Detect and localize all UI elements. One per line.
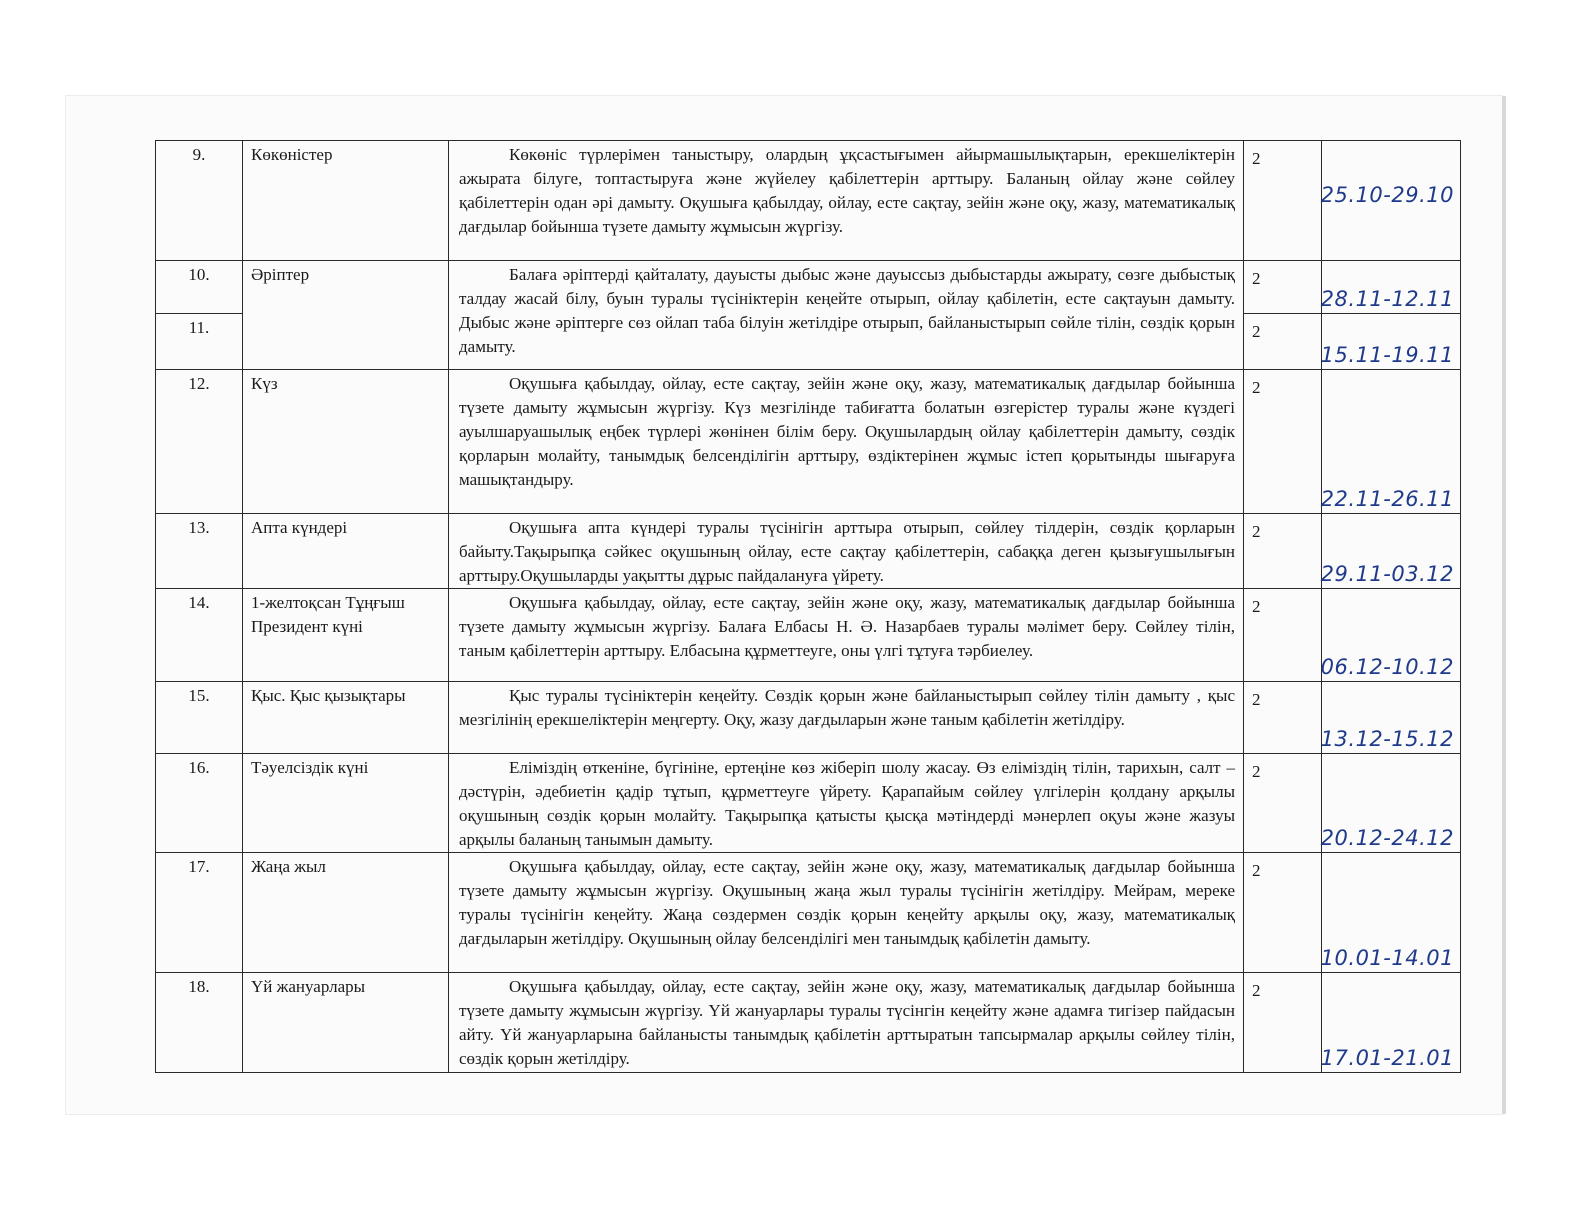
row-hours: 2 <box>1244 682 1322 754</box>
handwritten-date: 20.12-24.12 <box>1320 826 1454 850</box>
row-date <box>1322 853 1461 973</box>
handwritten-date: 25.10-29.10 <box>1320 183 1454 207</box>
lesson-plan-table <box>155 140 1461 1073</box>
handwritten-date: 22.11-26.11 <box>1320 487 1454 511</box>
table-row <box>156 973 1461 1073</box>
row-hours: 2 <box>1244 514 1322 589</box>
row-topic: Қыс. Қыс қызықтары <box>243 682 449 754</box>
handwritten-date: 17.01-21.01 <box>1320 1046 1454 1070</box>
row-topic: Әріптер <box>243 261 449 370</box>
row-hours: 2 <box>1244 853 1322 973</box>
row-number: 11. <box>156 314 243 370</box>
row-description: Балаға әріптерді қайталату, дауысты дыбыс және дауыссыз дыбыстарды ажырату, сөзге дыбыстық талдау жасай білу, буын туралы түсініктерін кеңейте отырып, ойлау қабілетін, есте сақтауын дамыту. Дыбыс және әріптерге сөз ойлап таба білуін жетілдіре отырып, байланыстырып сөйле тілін, сөздік қорын дамыту. <box>449 261 1244 370</box>
row-number: 16. <box>156 754 243 853</box>
row-number: 9. <box>156 141 243 261</box>
handwritten-date: 15.11-19.11 <box>1320 343 1454 367</box>
row-topic: Жаңа жыл <box>243 853 449 973</box>
row-date <box>1322 314 1461 370</box>
row-date <box>1322 370 1461 514</box>
row-date <box>1322 589 1461 682</box>
row-hours: 2 <box>1244 141 1322 261</box>
row-date <box>1322 754 1461 853</box>
row-number: 14. <box>156 589 243 682</box>
row-number: 15. <box>156 682 243 754</box>
row-date <box>1322 682 1461 754</box>
row-number: 12. <box>156 370 243 514</box>
row-number: 10. <box>156 261 243 314</box>
row-topic: Апта күндері <box>243 514 449 589</box>
row-hours: 2 <box>1244 754 1322 853</box>
row-topic: Үй жануарлары <box>243 973 449 1073</box>
row-description: Оқушыға қабылдау, ойлау, есте сақтау, зейін және оқу, жазу, математикалық дағдылар бойынша түзете дамыту жұмысын жүргізу. Балаға Елбасы Н. Ә. Назарбаев туралы мәлімет беру. Сөйлеу тілін, таным қабілеттерін арттыру. Елбасына құрметтеуге, оны үлгі тұтуға тәрбиелеу. <box>449 589 1244 682</box>
row-topic: Тәуелсіздік күні <box>243 754 449 853</box>
table-row <box>156 370 1461 514</box>
row-description: Еліміздің өткеніне, бүгініне, ертеңіне көз жіберіп шолу жасау. Өз еліміздің тілін, тарихын, салт – дәстүрін, әдебиетін қадір тұтып, құрметтеуге үйрету. Қарапайым сөйлеу үлгілерін қолдану арқылы оқушының сөздік қорын молайту. Тақырыпқа қатысты қысқа мәтіндерді мәнерлеп оқуы және жазуы арқылы баланың танымын дамыту. <box>449 754 1244 853</box>
row-number: 13. <box>156 514 243 589</box>
row-hours: 2 <box>1244 261 1322 314</box>
table-row <box>156 141 1461 261</box>
handwritten-date: 13.12-15.12 <box>1320 727 1454 751</box>
row-description: Қыс туралы түсініктерін кеңейту. Сөздік қорын және байланыстырып сөйлеу тілін дамыту , қыс мезгілінің ерекшеліктерін меңгерту. Оқу, жазу дағдыларын және таным қабілетін жетілдіру. <box>449 682 1244 754</box>
row-topic: Көкөністер <box>243 141 449 261</box>
row-hours: 2 <box>1244 370 1322 514</box>
row-description: Оқушыға қабылдау, ойлау, есте сақтау, зейін және оқу, жазу, математикалық дағдылар бойынша түзете дамыту жұмысын жүргізу. Күз мезгілінде табиғатта болатын өзгерістер туралы және күздегі ауылшаруашылық еңбек түрлері жөнінен білім беру. Оқушылардың ойлау қабілеттерін дамыту, сөздік қорларын молайту, танымдық белсенділігін арттыру, өздіктерінен жұмыс істеп қорытынды шығаруға машықтандыру. <box>449 370 1244 514</box>
handwritten-date: 06.12-10.12 <box>1320 655 1454 679</box>
row-date <box>1322 261 1461 314</box>
row-date <box>1322 973 1461 1073</box>
table-row <box>156 754 1461 853</box>
row-topic: 1-желтоқсан Тұңғыш Президент күні <box>243 589 449 682</box>
row-description: Оқушыға қабылдау, ойлау, есте сақтау, зейін және оқу, жазу, математикалық дағдылар бойынша түзете дамыту жұмысын жүргізу. Үй жануарлары туралы түсінгін кеңейту және адамға тигізер пайдасын айту. Үй жануарларына байланысты танымдық қабілетін арттыратын тапсырмалар арқылы сөйлеу тілін, сөздік қорын жетілдіру. <box>449 973 1244 1073</box>
row-topic: Күз <box>243 370 449 514</box>
row-date <box>1322 514 1461 589</box>
handwritten-date: 10.01-14.01 <box>1320 946 1454 970</box>
row-description: Көкөніс түрлерімен таныстыру, олардың ұқсастығымен айырмашылықтарын, ерекшеліктерін ажырата білуге, топтастыруға және жүйелеу қабілеттерін арттыру. Баланың ойлау және сөйлеу қабілеттерін одан әрі дамыту. Оқушыға қабылдау, ойлау, есте сақтау, зейін және оқу, жазу, математикалық дағдылар бойынша түзете дамыту жұмысын жүргізу. <box>449 141 1244 261</box>
row-hours: 2 <box>1244 589 1322 682</box>
table-row <box>156 853 1461 973</box>
row-date <box>1322 141 1461 261</box>
handwritten-date: 28.11-12.11 <box>1320 287 1454 311</box>
row-description: Оқушыға қабылдау, ойлау, есте сақтау, зейін және оқу, жазу, математикалық дағдылар бойынша түзете дамыту жұмысын жүргізу. Оқушының жаңа жыл туралы түсінігін жетілдіру. Мейрам, мереке туралы түсінігін кеңейту. Жаңа сөздермен сөздік қорын кеңейту арқылы оқу, жазу, математикалық дағдыларын жетілдіру. Оқушының ойлау белсенділігі мен танымдық қабілетін дамыту. <box>449 853 1244 973</box>
row-description: Оқушыға апта күндері туралы түсінігін арттыра отырып, сөйлеу тілдерін, сөздік қорларын байыту.Тақырыпқа сәйкес оқушының ойлау, есте сақтау қабілеттерін, сабаққа деген қызығушылығын арттыру.Оқушыларды уақытты дұрыс пайдалануға үйрету. <box>449 514 1244 589</box>
row-hours: 2 <box>1244 973 1322 1073</box>
row-number: 17. <box>156 853 243 973</box>
table-row <box>156 261 1461 314</box>
row-number: 18. <box>156 973 243 1073</box>
handwritten-date: 29.11-03.12 <box>1320 562 1454 586</box>
table-row <box>156 514 1461 589</box>
row-hours: 2 <box>1244 314 1322 370</box>
table-row <box>156 682 1461 754</box>
table-row <box>156 589 1461 682</box>
